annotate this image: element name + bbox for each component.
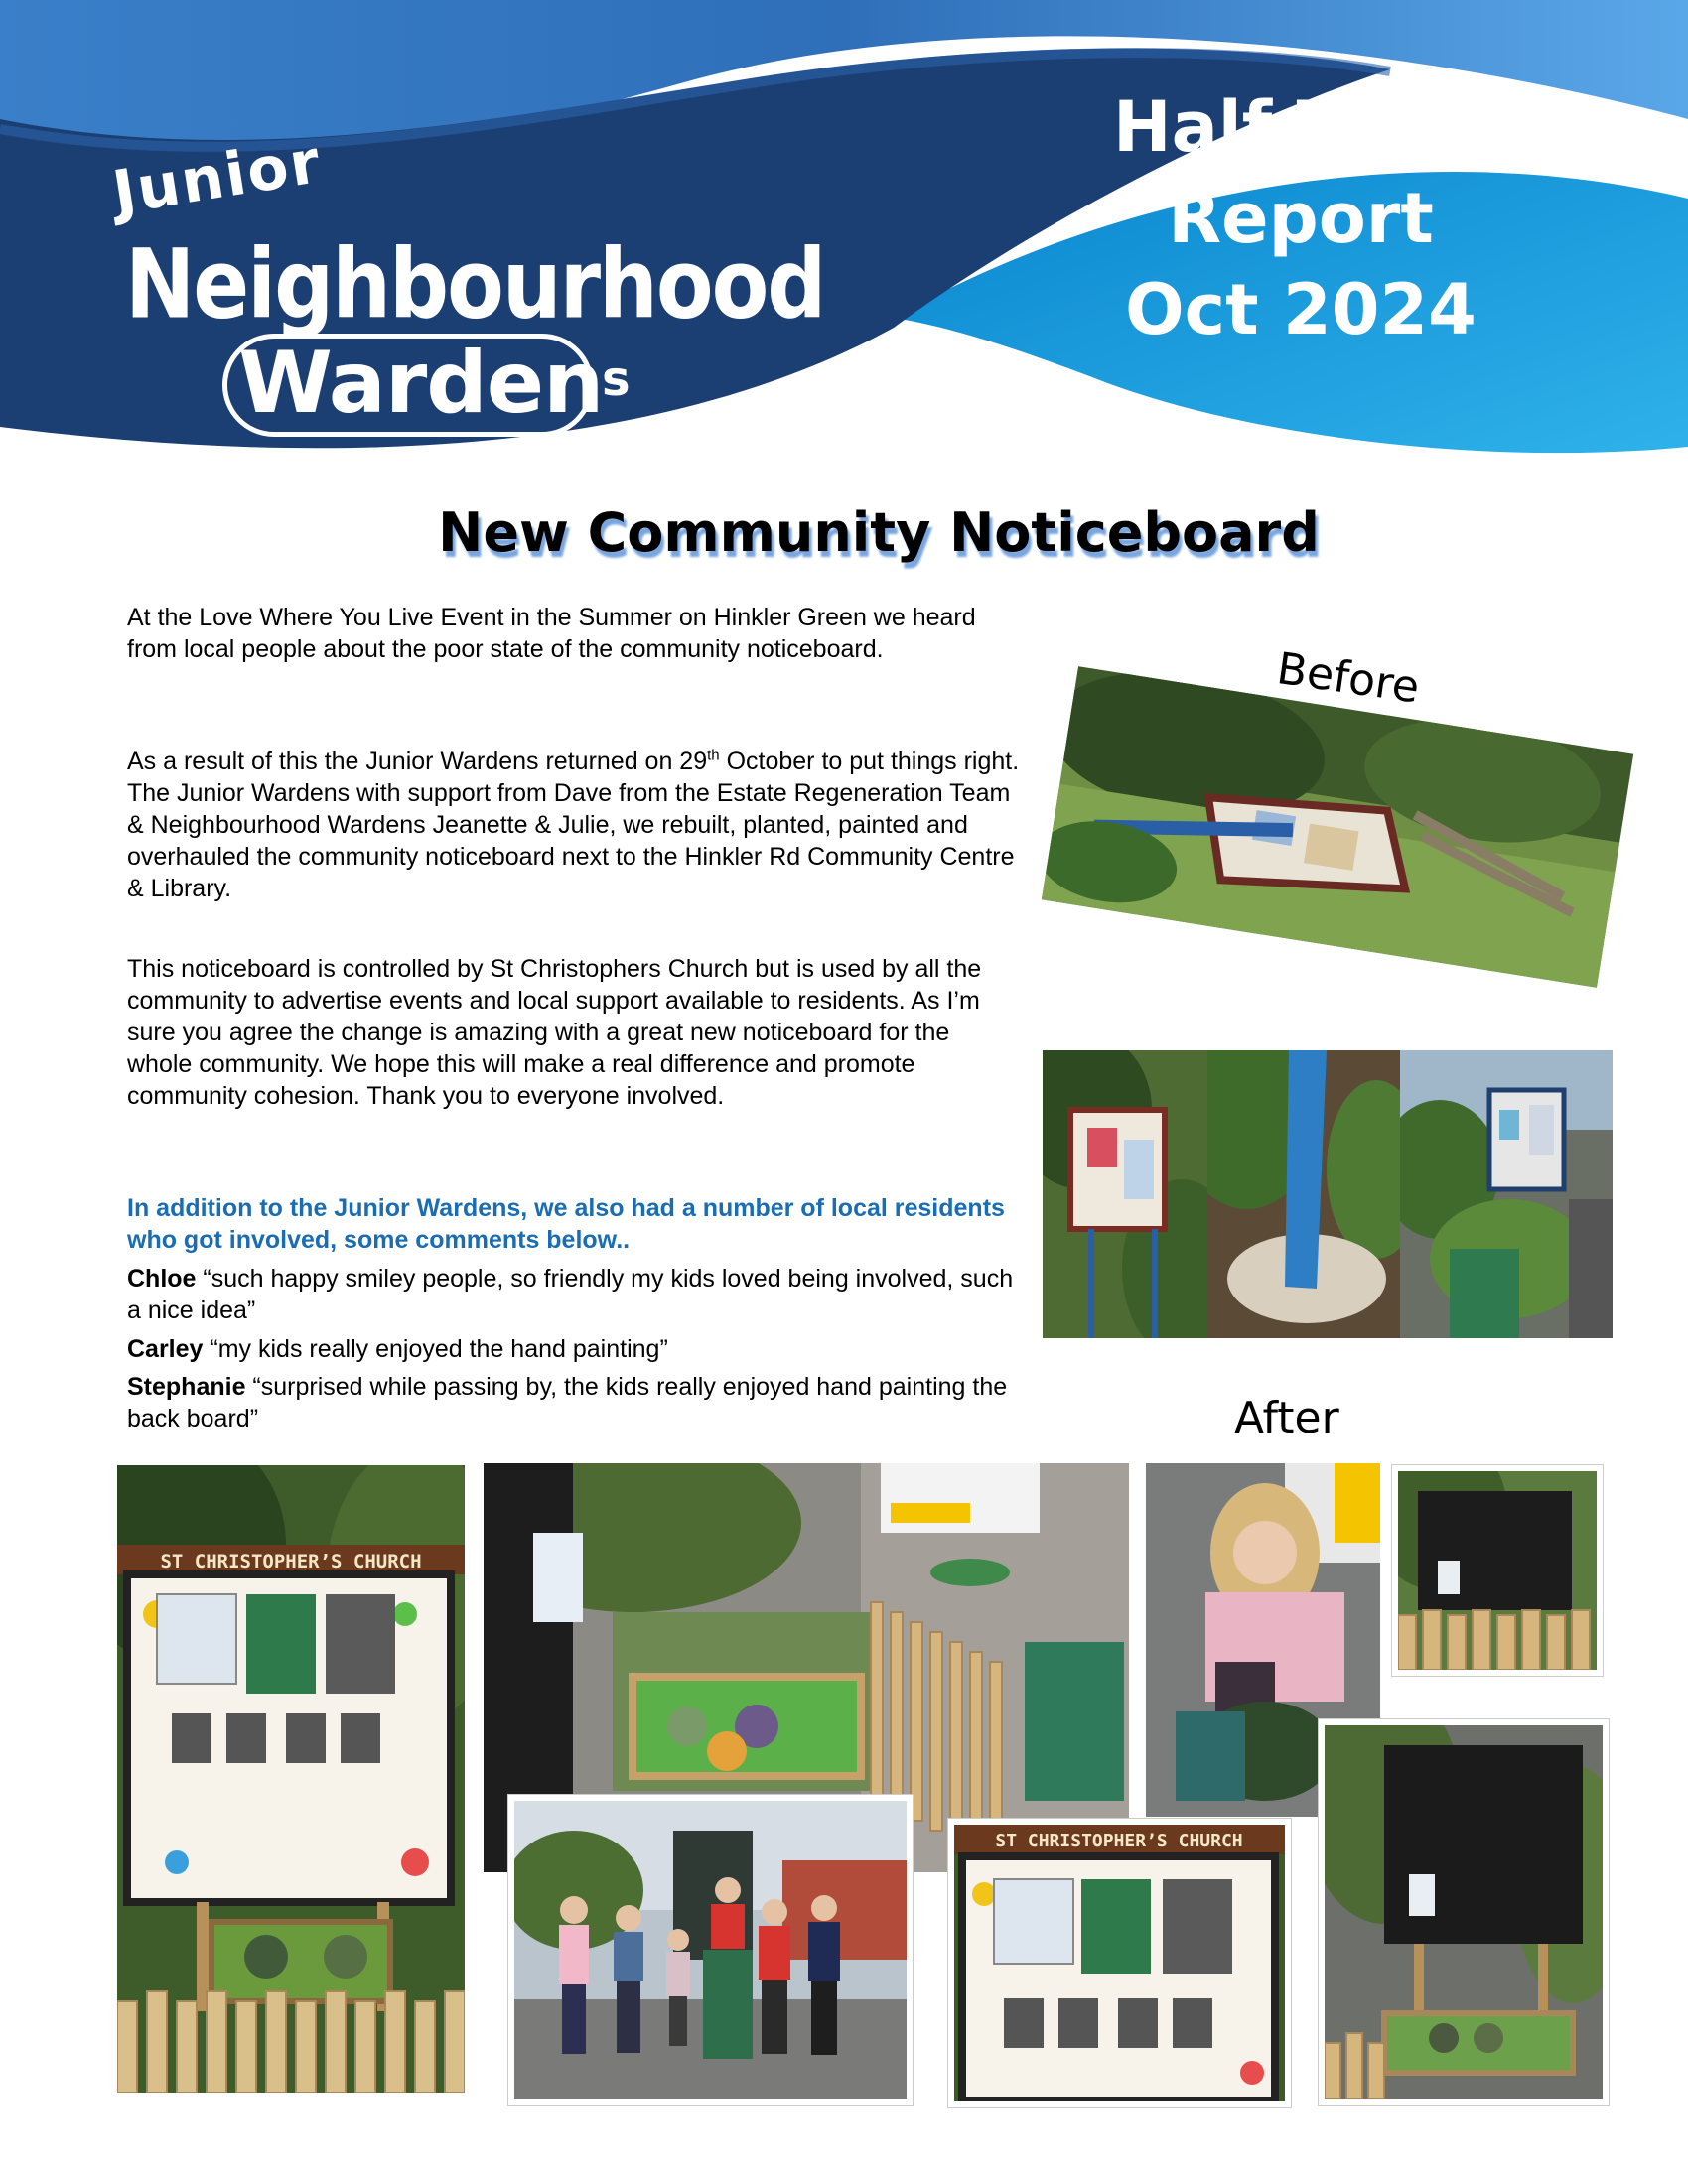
comment-name: Chloe [127,1265,197,1293]
photo-before-broken-noticeboard [1042,666,1633,988]
photo-group-volunteers [508,1795,913,2105]
brand-wardens-text: Warden [238,334,604,433]
comment-carley [127,1333,1021,1365]
photo-street-view [1400,1050,1613,1338]
brand-wardens-suffix: s [602,351,631,407]
before-label: Before [1273,643,1423,714]
paragraph-action-end: October to put things right. The Junior Wardens with support from Dave from the Estate Regeneration Team & Neighbourhood Wardens Jeanette & Julie, we rebuilt, planted, painted and overhauled the community noticeboard next to the Hinkler Rd Community Centre & Library. [127,748,1020,902]
paragraph-church: This noticeboard is controlled by St Christophers Church but is used by all the community to advertise events and local support available to residents. As I’m sure you agree the change is amazing with a great new noticeboard for the whole community. We hope this will make a real difference and promote community cohesion. Thank you to everyone involved. [127,955,982,1110]
comment-quote: “my kids really enjoyed the hand painting” [203,1335,668,1363]
paragraph-intro: At the Love Where You Live Event in the Summer on Hinkler Green we heard from local people about the poor state of the community noticeboard. [127,604,976,663]
page-title: New Community Noticeboard [438,501,1320,564]
comment-chloe [127,1263,1021,1326]
after-label: After [1234,1393,1339,1443]
brand-neighbourhood-text: Neighbourhood [125,228,825,341]
comment-name: Carley [127,1335,204,1363]
church-sign-text-2: ST CHRISTOPHER’S CHURCH [995,1831,1243,1851]
ordinal-suffix: th [707,747,720,764]
paragraph-action [127,746,1021,904]
residents-callout: In addition to the Junior Wardens, we also had a number of local residents who got involved, some comments below.. [127,1194,1005,1254]
report-title [1102,81,1499,355]
brand-junior-text: Junior [108,126,327,228]
comment-quote: “surprised while passing by, the kids really enjoyed hand painting the back board” [127,1373,1008,1433]
paragraph-action-start: As a result of this the Junior Wardens returned on 29 [127,748,708,775]
report-title-line-1: Half Term [1112,86,1489,168]
report-title-line-2: Report [1168,178,1434,259]
comment-name: Stephanie [127,1373,246,1401]
photo-church-board-finished [117,1465,465,2093]
photo-old-board-side [1043,1050,1207,1338]
report-title-line-3: Oct 2024 [1125,269,1477,350]
comment-stephanie [127,1371,1021,1434]
photo-new-post-base [1207,1050,1400,1338]
photo-black-board-fence [1392,1465,1603,1676]
photo-church-board-closeup [948,1819,1291,2107]
comment-quote: “such happy smiley people, so friendly my kids loved being involved, such a nice idea” [127,1265,1014,1324]
photo-black-board-planter [1319,1719,1609,2105]
church-sign-text: ST CHRISTOPHER’S CHURCH [160,1551,422,1572]
